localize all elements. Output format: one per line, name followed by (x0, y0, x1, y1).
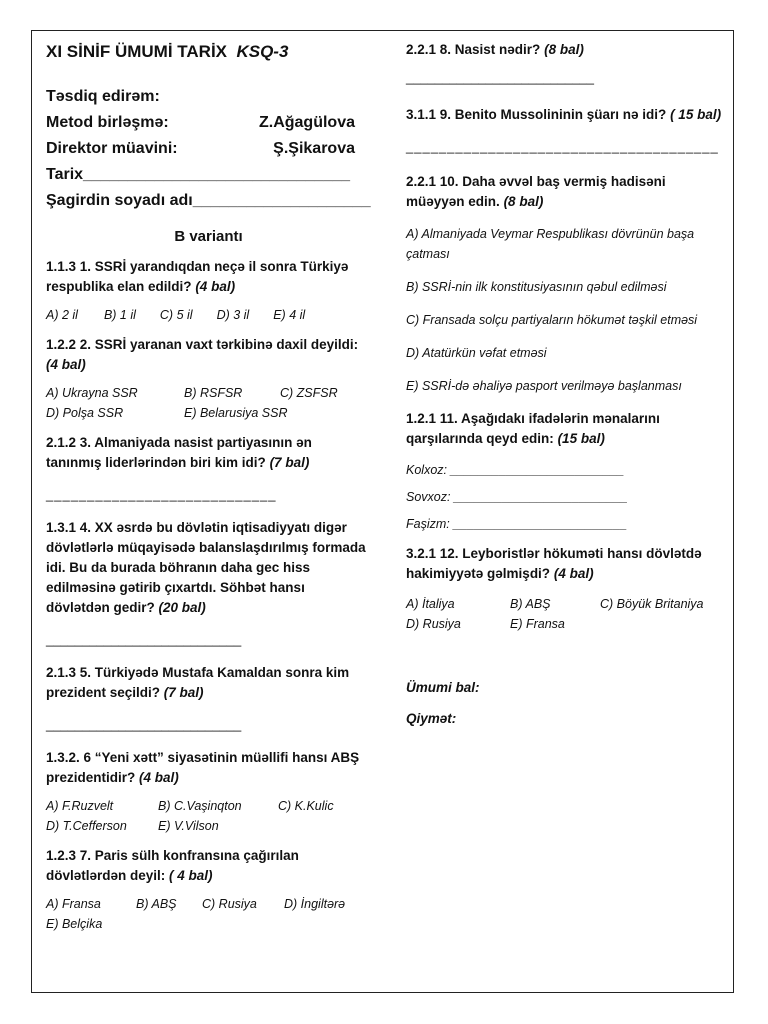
question-12-options (406, 594, 724, 634)
question-text: 1.3.2. 6 “Yeni xətt” siyasətinin müəllifi hansı ABŞ prezidentidir? (46, 750, 360, 785)
option-c[interactable]: C) Böyük Britaniya (600, 597, 704, 611)
spacer (406, 644, 724, 680)
answer-line[interactable]: ___________________________ (46, 632, 242, 647)
approve-line (46, 84, 371, 110)
question-2-options (46, 383, 371, 423)
question-text: 1.1.3 1. SSRİ yarandıqdan neçə il sonra Türkiyə respublika elan edildi? (46, 259, 349, 294)
option-b[interactable]: B) RSFSR (184, 386, 243, 400)
question-3 (46, 433, 371, 473)
option-b[interactable]: B) 1 il (103, 308, 136, 322)
question-text: 2.2.1 8. Nasist nədir? (406, 42, 541, 57)
grade-label: Qiymət: (406, 711, 457, 726)
option-d[interactable]: D) Atatürkün vəfat etməsi (406, 346, 547, 360)
question-1-options (46, 305, 371, 325)
option-a[interactable]: A) Ukrayna SSR (46, 386, 138, 400)
question-6 (46, 748, 371, 788)
director-name: Ş.Şikarova (273, 140, 355, 157)
question-10 (406, 172, 724, 212)
answer-line[interactable]: __________________________ (406, 70, 594, 85)
question-points: (4 bal) (553, 566, 594, 581)
question-11 (406, 409, 724, 449)
option-e[interactable]: E) SSRİ-də əhaliyə pasport verilməyə başlanması (406, 379, 682, 393)
question-text: 1.2.3 7. Paris sülh konfransına çağırılan dövlətlərdən deyil: (46, 848, 299, 883)
fill-sovxoz[interactable]: Sovxoz: _________________________ (406, 490, 628, 504)
question-10-options (406, 224, 724, 396)
option-c[interactable]: C) K.Kulic (278, 799, 334, 813)
answer-line[interactable]: ___________________________ (46, 717, 242, 732)
test-code: KSQ-3 (236, 42, 289, 61)
question-7 (46, 846, 371, 886)
option-b[interactable]: B) ABŞ (510, 597, 551, 611)
question-text: 2.1.3 5. Türkiyədə Mustafa Kamaldan sonra kim prezident seçildi? (46, 665, 350, 700)
option-c[interactable]: C) Fransada solçu partiyaların hökumət təşkil etməsi (406, 313, 698, 327)
approve-label: Təsdiq edirəm: (46, 88, 160, 105)
question-9 (406, 105, 724, 125)
question-4 (46, 518, 371, 618)
question-text: 1.3.1 4. XX əsrdə bu dövlətin iqtisadiyyatı digər dövlətlərlə müqayisədə balanslaşdırılmış formada idi. Bu da burada böhranın daha gec hiss edilməsinə gətirib çıxartdı. Söhbət hansı dövlətdən gedir? (46, 520, 366, 615)
method-label: Metod birləşmə: (46, 114, 169, 131)
option-d[interactable]: D) 3 il (216, 308, 250, 322)
left-column (46, 38, 371, 944)
variant-label: B variantı (174, 228, 243, 245)
question-text: 3.1.1 9. Benito Mussolininin şüarı nə idi? (406, 107, 667, 122)
option-b[interactable]: B) C.Vaşinqton (158, 799, 242, 813)
option-e[interactable]: E) 4 il (273, 308, 306, 322)
total-score-label: Ümumi bal: (406, 680, 480, 695)
question-points: (8 bal) (503, 194, 544, 209)
question-points: ( 4 bal) (169, 868, 213, 883)
option-a[interactable]: A) 2 il (46, 308, 78, 322)
question-7-options (46, 894, 371, 934)
right-column (406, 40, 724, 742)
answer-line[interactable]: ______________________________________ (406, 139, 719, 154)
question-text: 2.1.2 3. Almaniyada nasist partiyasının ən tanınmış liderlərindən biri kim idi? (46, 435, 312, 470)
option-c[interactable]: C) Rusiya (202, 897, 257, 911)
question-text: 3.2.1 12. Leyboristlər hökuməti hansı dövlətdə hakimiyyətə gəlmişdi? (406, 546, 702, 581)
answer-line[interactable]: ____________________________ (46, 487, 277, 502)
student-name-line[interactable]: Şagirdin soyadı adı____________________ (46, 192, 371, 209)
question-text: 1.2.1 11. Aşağıdakı ifadələrin mənalarını qarşılarında qeyd edin: (406, 411, 660, 446)
option-e[interactable]: E) Fransa (510, 617, 565, 631)
option-e[interactable]: E) Belarusiya SSR (184, 406, 288, 420)
director-line (46, 136, 371, 162)
question-12 (406, 544, 724, 584)
question-points: ( 15 bal) (670, 107, 722, 122)
title-text: XI SİNİF ÜMUMİ TARİX (46, 42, 228, 61)
option-a[interactable]: A) Almaniyada Veymar Respublikası dövrünün başa çatması (406, 227, 695, 261)
option-e[interactable]: E) Belçika (46, 917, 103, 931)
option-c[interactable]: C) ZSFSR (280, 386, 338, 400)
question-points: (8 bal) (544, 42, 584, 57)
question-points: (7 bal) (269, 455, 310, 470)
question-1 (46, 257, 371, 297)
fill-fasizm[interactable]: Faşizm: _________________________ (406, 517, 628, 531)
option-e[interactable]: E) V.Vilson (158, 819, 219, 833)
option-d[interactable]: D) Polşa SSR (46, 406, 124, 420)
option-d[interactable]: D) İngiltərə (284, 897, 346, 911)
question-points: (7 bal) (163, 685, 204, 700)
option-d[interactable]: D) T.Cefferson (46, 819, 127, 833)
question-points: (20 bal) (158, 600, 206, 615)
question-2 (46, 335, 371, 375)
question-points: (4 bal) (139, 770, 179, 785)
option-a[interactable]: A) F.Ruzvelt (46, 799, 114, 813)
option-b[interactable]: B) ABŞ (136, 897, 177, 911)
question-text: 1.2.2 2. SSRİ yaranan vaxt tərkibinə daxil deyildi: (46, 337, 359, 352)
option-d[interactable]: D) Rusiya (406, 617, 461, 631)
option-b[interactable]: B) SSRİ-nin ilk konstitusiyasının qəbul edilməsi (406, 280, 667, 294)
option-a[interactable]: A) İtaliya (406, 597, 455, 611)
question-8 (406, 40, 724, 60)
document-title (46, 42, 371, 62)
date-line[interactable]: Tarix______________________________ (46, 166, 351, 183)
question-5 (46, 663, 371, 703)
method-line (46, 110, 371, 136)
question-11-items (406, 463, 724, 531)
question-text: 2.2.1 10. Daha əvvəl baş vermiş hadisəni müəyyən edin. (406, 174, 666, 209)
fill-kolxoz[interactable]: Kolxoz: _________________________ (406, 463, 625, 477)
method-name: Z.Ağagülova (258, 114, 355, 131)
question-points: (4 bal) (46, 357, 86, 372)
question-6-options (46, 796, 371, 836)
question-points: (15 bal) (557, 431, 605, 446)
option-a[interactable]: A) Fransa (46, 897, 101, 911)
director-label: Direktor müavini: (46, 140, 178, 157)
question-points: (4 bal) (195, 279, 236, 294)
option-c[interactable]: C) 5 il (159, 308, 193, 322)
